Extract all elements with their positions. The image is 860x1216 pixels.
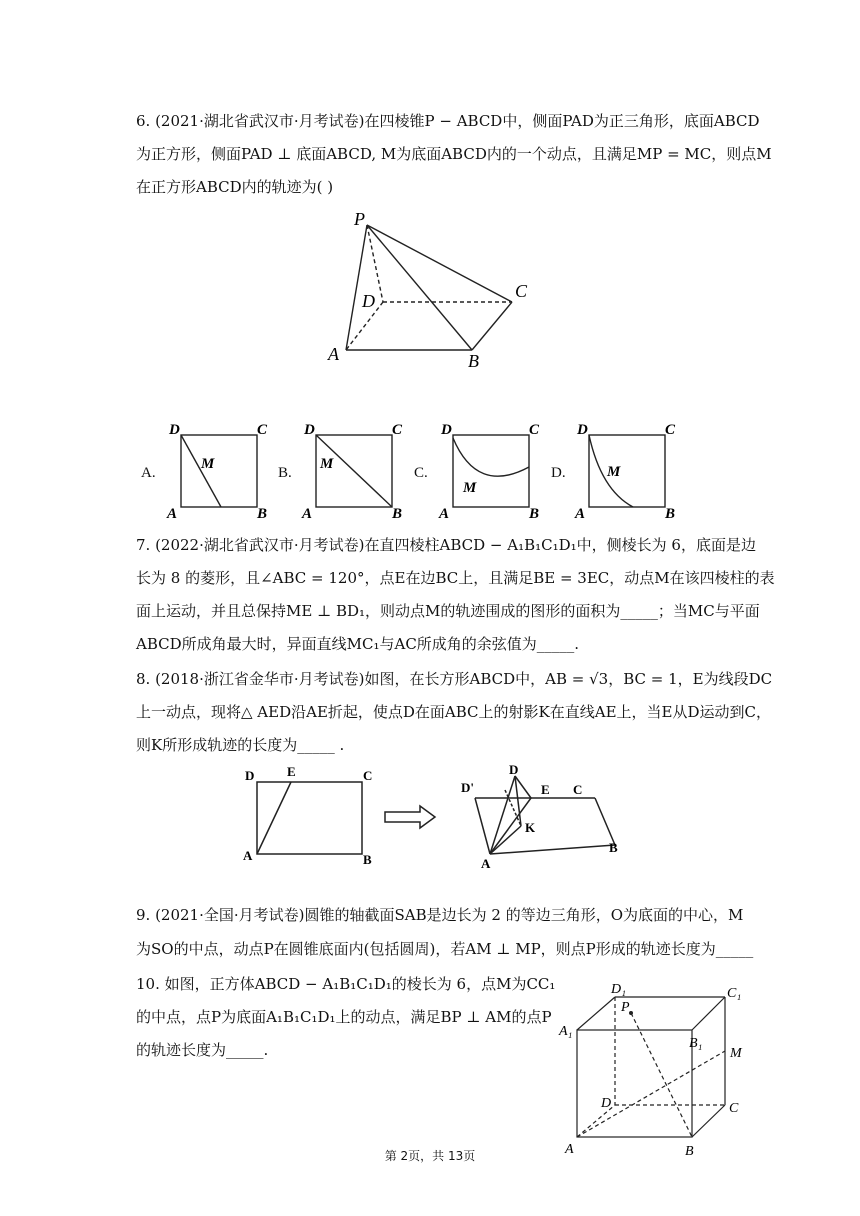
fold-label-d: D	[509, 762, 519, 777]
cube-label-d: D	[601, 1096, 612, 1111]
corner-b: B	[529, 506, 540, 520]
q8-line-1: 8. (2018·浙江省金华市·月考试卷)如图，在长方形ABCD中，AB = √3，BC = 1，E为线段DC	[136, 670, 773, 688]
cube-label-d1: D₁	[611, 982, 626, 997]
point-m: M	[463, 480, 477, 496]
q8-line-2: 上一动点，现将△ AED沿AE折起，使点D在面ABC上的射影K在直线AE上，当E从D运动到C，	[136, 703, 771, 721]
page-footer: 第 2页，共 13页	[384, 1149, 476, 1163]
label-p: P	[354, 209, 365, 229]
q8-line-3: 则K所形成轨迹的长度为_____ .	[136, 736, 345, 754]
cube-label-c: C	[729, 1101, 739, 1116]
cube-label-b1: B₁	[689, 1036, 703, 1051]
q10-line-3: 的轨迹长度为_____.	[136, 1041, 269, 1059]
q9-line-1: 9. (2021·全国·月考试卷)圆锥的轴截面SAB是边长为 2 的等边三角形，O为底面的中心，M	[136, 906, 744, 924]
cube-label-p: P	[621, 1000, 630, 1015]
corner-b: B	[257, 506, 268, 520]
corner-b: B	[665, 506, 676, 520]
rect-label-e: E	[287, 764, 296, 779]
q7-line-4: ABCD所成角最大时，异面直线MC₁与AC所成角的余弦值为_____.	[136, 635, 580, 653]
fold-label-k: K	[525, 820, 536, 835]
option-a-label[interactable]: A.	[141, 465, 156, 481]
cube-label-b: B	[685, 1144, 694, 1159]
fold-label-a: A	[481, 856, 491, 870]
corner-d: D	[304, 422, 315, 438]
option-b-figure[interactable]	[300, 420, 410, 520]
point-m: M	[201, 456, 215, 472]
option-d-figure[interactable]	[573, 420, 683, 520]
fold-label-d-prime: D'	[461, 780, 474, 795]
cube-figure	[555, 975, 755, 1165]
q6-line-2: 为正方形，侧面PAD ⊥ 底面ABCD, M为底面ABCD内的一个动点，且满足MP = MC，则点M	[136, 145, 772, 163]
fold-label-b: B	[609, 840, 618, 855]
point-m: M	[320, 456, 334, 472]
option-a-figure[interactable]	[165, 420, 270, 520]
corner-d: D	[577, 422, 588, 438]
fold-label-e: E	[541, 782, 550, 797]
corner-b: B	[392, 506, 403, 520]
corner-c: C	[392, 422, 403, 438]
q7-line-1: 7. (2022·湖北省武汉市·月考试卷)在直四棱柱ABCD − A₁B₁C₁D₁中，侧棱长为 6，底面是边	[136, 536, 756, 554]
corner-c: C	[529, 422, 540, 438]
point-m: M	[607, 464, 621, 480]
fold-figure	[235, 760, 635, 870]
rect-label-c: C	[363, 768, 373, 783]
option-c-label[interactable]: C.	[414, 465, 428, 481]
rect-label-a: A	[243, 848, 253, 863]
corner-d: D	[441, 422, 452, 438]
corner-c: C	[665, 422, 676, 438]
rect-label-d: D	[245, 768, 255, 783]
q6-line-3: 在正方形ABCD内的轨迹为( )	[136, 178, 334, 196]
label-d: D	[362, 291, 375, 311]
corner-a: A	[302, 506, 313, 520]
corner-a: A	[167, 506, 178, 520]
label-c: C	[515, 281, 528, 301]
corner-c: C	[257, 422, 268, 438]
option-d-label[interactable]: D.	[551, 465, 566, 481]
q9-line-2: 为SO的中点，动点P在圆锥底面内(包括圆周)，若AM ⊥ MP，则点P形成的轨迹长度为_____	[136, 940, 754, 958]
rect-label-b: B	[363, 852, 372, 867]
cube-label-a1: A₁	[559, 1024, 573, 1039]
label-b: B	[468, 351, 479, 371]
option-b-label[interactable]: B.	[278, 465, 292, 481]
cube-label-a: A	[565, 1142, 574, 1157]
q7-line-2: 长为 8 的菱形，且∠ABC = 120°，点E在边BC上，且满足BE = 3EC，动点M在该四棱柱的表	[136, 569, 775, 587]
corner-d: D	[169, 422, 180, 438]
q7-line-3: 面上运动，并且总保持ME ⊥ BD₁，则动点M的轨迹围成的图形的面积为_____；当MC与平面	[136, 602, 760, 620]
cube-label-m: M	[730, 1046, 742, 1061]
q10-line-1: 10. 如图，正方体ABCD − A₁B₁C₁D₁的棱长为 6，点M为CC₁	[136, 975, 556, 993]
option-c-figure[interactable]	[437, 420, 547, 520]
q10-line-2: 的中点，点P为底面A₁B₁C₁D₁上的动点，满足BP ⊥ AM的点P	[136, 1008, 552, 1026]
label-a: A	[328, 344, 339, 364]
corner-a: A	[439, 506, 450, 520]
corner-a: A	[575, 506, 586, 520]
cube-label-c1: C₁	[727, 986, 742, 1001]
fold-label-c: C	[573, 782, 583, 797]
pyramid-figure	[320, 205, 550, 375]
q6-line-1: 6. (2021·湖北省武汉市·月考试卷)在四棱锥P − ABCD中，侧面PAD为正三角形，底面ABCD	[136, 112, 760, 130]
